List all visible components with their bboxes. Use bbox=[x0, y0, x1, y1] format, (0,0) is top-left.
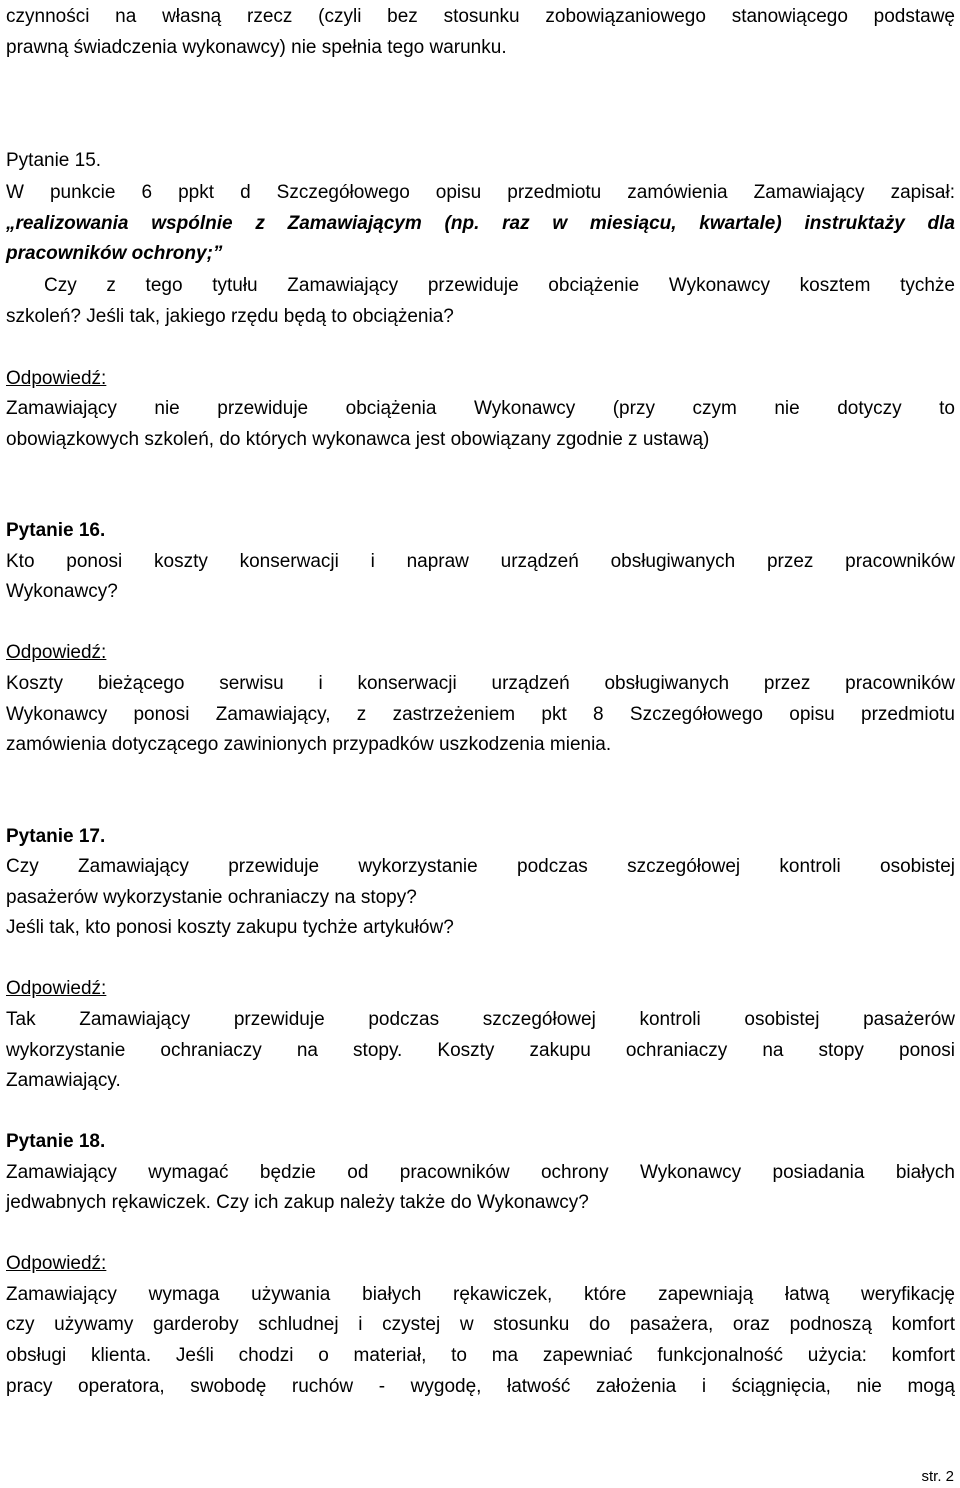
answer-16-text: Koszty bieżącego serwisu i konserwacji urządzeń obsługiwanych przez pracowników bbox=[6, 673, 955, 694]
answer-17-text: Zamawiający. bbox=[6, 1070, 121, 1091]
answer-17-text: Tak Zamawiający przewiduje podczas szczegółowej kontroli osobistej pasażerów bbox=[6, 1009, 955, 1030]
question-16-text: Wykonawcy? bbox=[6, 581, 118, 602]
answer-18-text: pracy operatora, swobodę ruchów - wygodę, łatwość założenia i ściągnięcia, nie mogą bbox=[6, 1376, 955, 1397]
answer-label: Odpowiedź: bbox=[6, 642, 107, 663]
answer-label: Odpowiedź: bbox=[6, 978, 107, 999]
question-15-title: Pytanie 15. bbox=[6, 150, 102, 171]
question-17-text: Jeśli tak, kto ponosi koszty zakupu tychże artykułów? bbox=[6, 917, 454, 938]
page-number: str. 2 bbox=[921, 1468, 954, 1485]
question-18-title: Pytanie 18. bbox=[6, 1131, 106, 1152]
answer-17-text: wykorzystanie ochraniaczy na stopy. Koszty zakupu ochraniaczy na stopy ponosi bbox=[6, 1040, 955, 1061]
question-17-text: pasażerów wykorzystanie ochraniaczy na stopy? bbox=[6, 887, 417, 908]
answer-16-text: Wykonawcy ponosi Zamawiający, z zastrzeżeniem pkt 8 Szczegółowego opisu przedmiotu bbox=[6, 704, 955, 725]
question-15-quote: pracowników ochrony;” bbox=[6, 243, 223, 264]
answer-18-text: obsługi klienta. Jeśli chodzi o materiał, to ma zapewniać funkcjonalność użycia: komfort bbox=[6, 1345, 955, 1366]
answer-label: Odpowiedź: bbox=[6, 368, 107, 389]
question-15-text: szkoleń? Jeśli tak, jakiego rzędu będą to obciążenia? bbox=[6, 306, 454, 327]
answer-15-text: Zamawiający nie przewiduje obciążenia Wykonawcy (przy czym nie dotyczy to bbox=[6, 398, 955, 419]
answer-18-text: czy używamy garderoby schludnej i czystej w stosunku do pasażera, oraz podnoszą komfort bbox=[6, 1314, 955, 1335]
paragraph-line: prawną świadczenia wykonawcy) nie spełnia tego warunku. bbox=[6, 37, 507, 58]
answer-18-text: Zamawiający wymaga używania białych rękawiczek, które zapewniają łatwą weryfikację bbox=[6, 1284, 955, 1305]
question-18-text: Zamawiający wymagać będzie od pracowników ochrony Wykonawcy posiadania białych bbox=[6, 1162, 955, 1183]
question-16-title: Pytanie 16. bbox=[6, 520, 106, 541]
question-17-text: Czy Zamawiający przewiduje wykorzystanie podczas szczegółowej kontroli osobistej bbox=[6, 856, 955, 877]
answer-16-text: zamówienia dotyczącego zawinionych przypadków uszkodzenia mienia. bbox=[6, 734, 612, 755]
question-17-title: Pytanie 17. bbox=[6, 826, 106, 847]
question-15-line: W punkcie 6 ppkt d Szczegółowego opisu przedmiotu zamówienia Zamawiający zapisał: bbox=[6, 182, 955, 203]
question-15-text: Czy z tego tytułu Zamawiający przewiduje obciążenie Wykonawcy kosztem tychże bbox=[44, 275, 955, 296]
paragraph-line: czynności na własną rzecz (czyli bez stosunku zobowiązaniowego stanowiącego podstawę bbox=[6, 6, 955, 27]
answer-15-text: obowiązkowych szkoleń, do których wykonawca jest obowiązany zgodnie z ustawą) bbox=[6, 429, 710, 450]
question-15-quote: „realizowania wspólnie z Zamawiającym (np. raz w miesiącu, kwartale) instruktaży dla bbox=[6, 213, 955, 234]
answer-label: Odpowiedź: bbox=[6, 1253, 107, 1274]
question-18-text: jedwabnych rękawiczek. Czy ich zakup należy także do Wykonawcy? bbox=[6, 1192, 589, 1213]
question-16-text: Kto ponosi koszty konserwacji i napraw urządzeń obsługiwanych przez pracowników bbox=[6, 551, 955, 572]
